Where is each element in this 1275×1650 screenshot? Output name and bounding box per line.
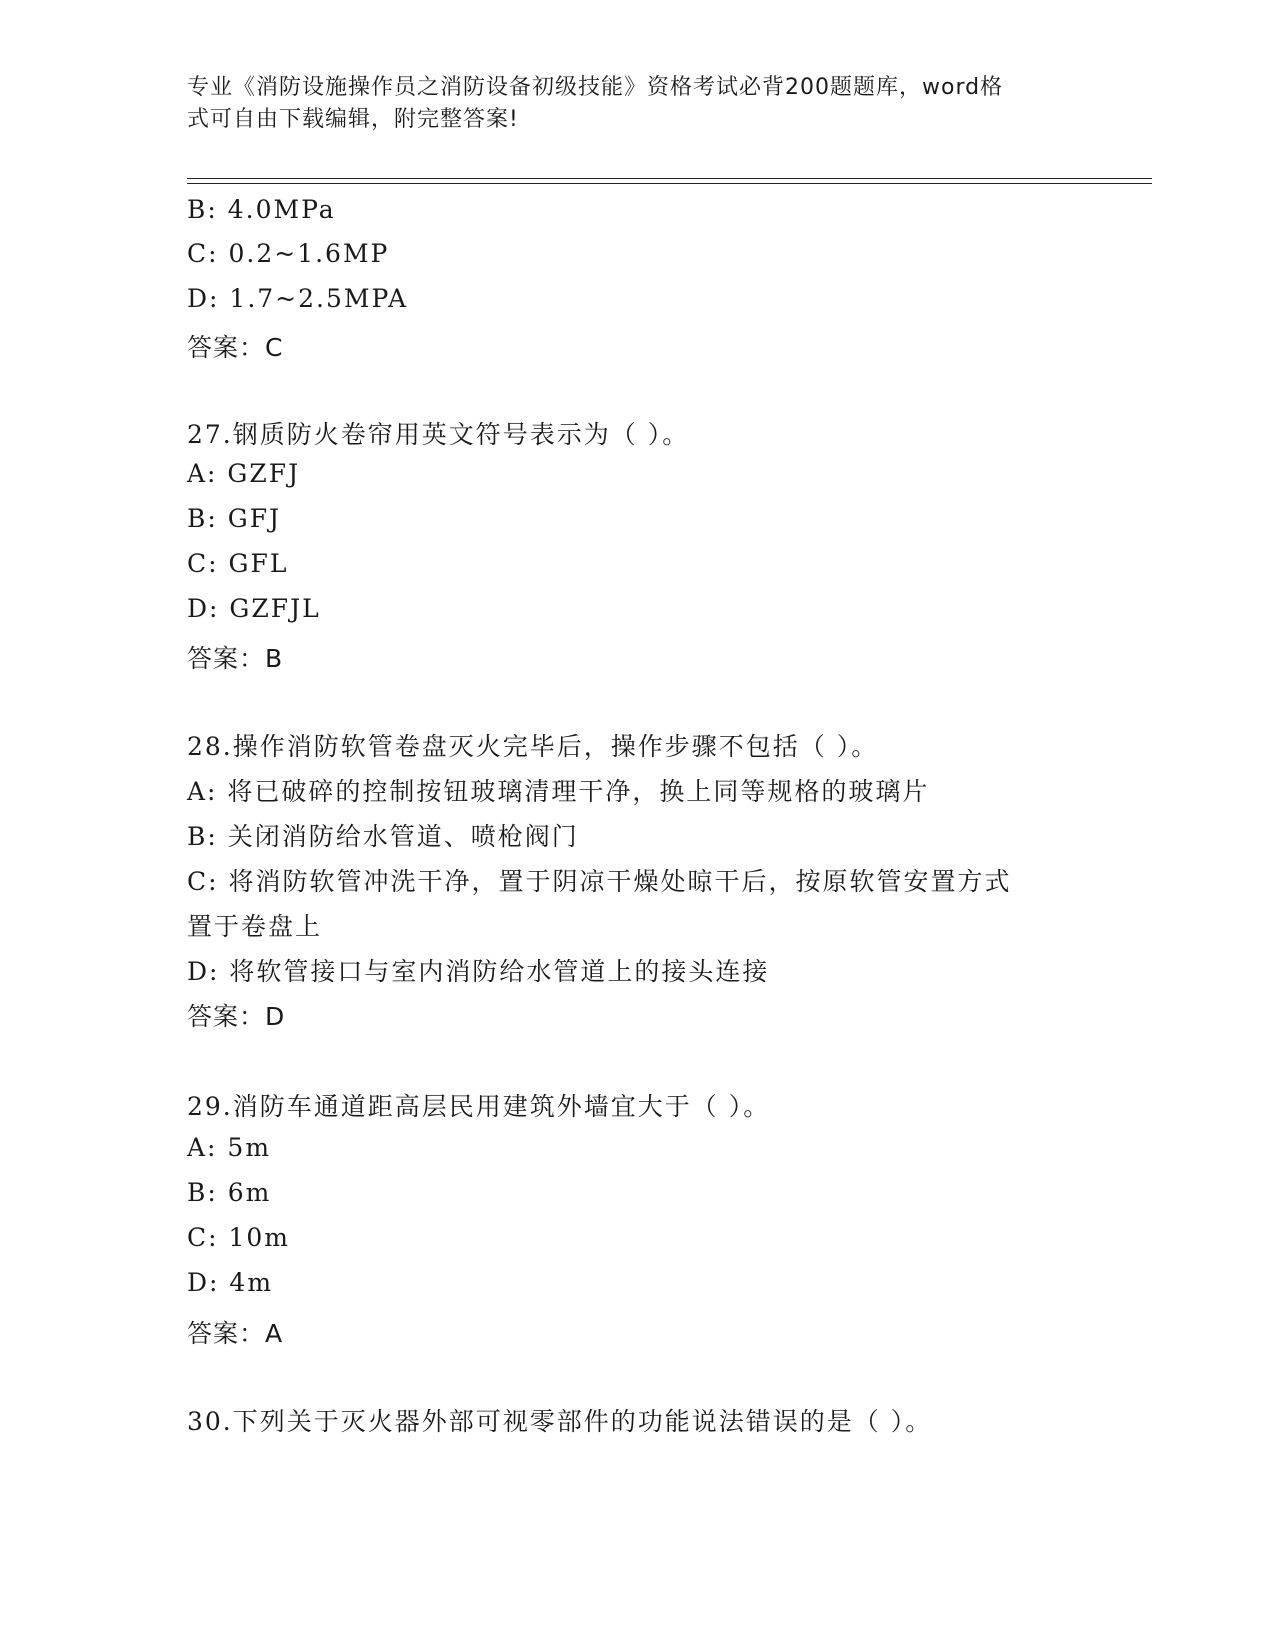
q27-answer: 答案：B bbox=[187, 644, 284, 673]
q29-option-d: D: 4m bbox=[187, 1268, 274, 1297]
q28-option-c-line-1: C: 将消防软管冲洗干净，置于阴凉干燥处晾干后，按原软管安置方式 bbox=[187, 867, 1012, 896]
q27-question: 27.钢质防火卷帘用英文符号表示为（ ）。 bbox=[187, 420, 690, 449]
q28-option-a: A: 将已破碎的控制按钮玻璃清理干净，换上同等规格的玻璃片 bbox=[187, 777, 930, 806]
q29-question: 29.消防车通道距高层民用建筑外墙宜大于（ ）。 bbox=[187, 1092, 771, 1121]
q27-option-d: D: GZFJL bbox=[187, 594, 321, 623]
q26-option-d: D: 1.7~2.5MPA bbox=[187, 284, 409, 313]
q28-answer: 答案：D bbox=[187, 1002, 286, 1031]
q28-option-d: D: 将软管接口与室内消防给水管道上的接头连接 bbox=[187, 957, 770, 986]
q30-question: 30.下列关于灭火器外部可视零部件的功能说法错误的是（ ）。 bbox=[187, 1407, 933, 1436]
q27-option-a: A: GZFJ bbox=[187, 459, 301, 488]
document-header bbox=[187, 72, 1067, 136]
q27-option-b: B: GFJ bbox=[187, 504, 282, 533]
q26-option-b: B: 4.0MPa bbox=[187, 195, 336, 224]
q28-option-c-line-2: 置于卷盘上 bbox=[187, 912, 323, 941]
q26-option-c: C: 0.2~1.6MP bbox=[187, 239, 390, 268]
header-divider-bottom bbox=[187, 183, 1152, 184]
q29-option-c: C: 10m bbox=[187, 1223, 291, 1252]
header-line-1: 专业《消防设施操作员之消防设备初级技能》资格考试必背200题题库，word格 bbox=[187, 75, 1004, 100]
q26-answer: 答案：C bbox=[187, 333, 284, 362]
q29-option-b: B: 6m bbox=[187, 1178, 272, 1207]
header-line-2: 式可自由下载编辑，附完整答案! bbox=[187, 107, 519, 132]
q28-option-b: B: 关闭消防给水管道、喷枪阀门 bbox=[187, 822, 579, 851]
q27-option-c: C: GFL bbox=[187, 549, 289, 578]
header-divider-top bbox=[187, 178, 1152, 179]
q29-answer: 答案：A bbox=[187, 1319, 284, 1348]
q29-option-a: A: 5m bbox=[187, 1133, 272, 1162]
q28-question: 28.操作消防软管卷盘灭火完毕后，操作步骤不包括（ ）。 bbox=[187, 732, 879, 761]
